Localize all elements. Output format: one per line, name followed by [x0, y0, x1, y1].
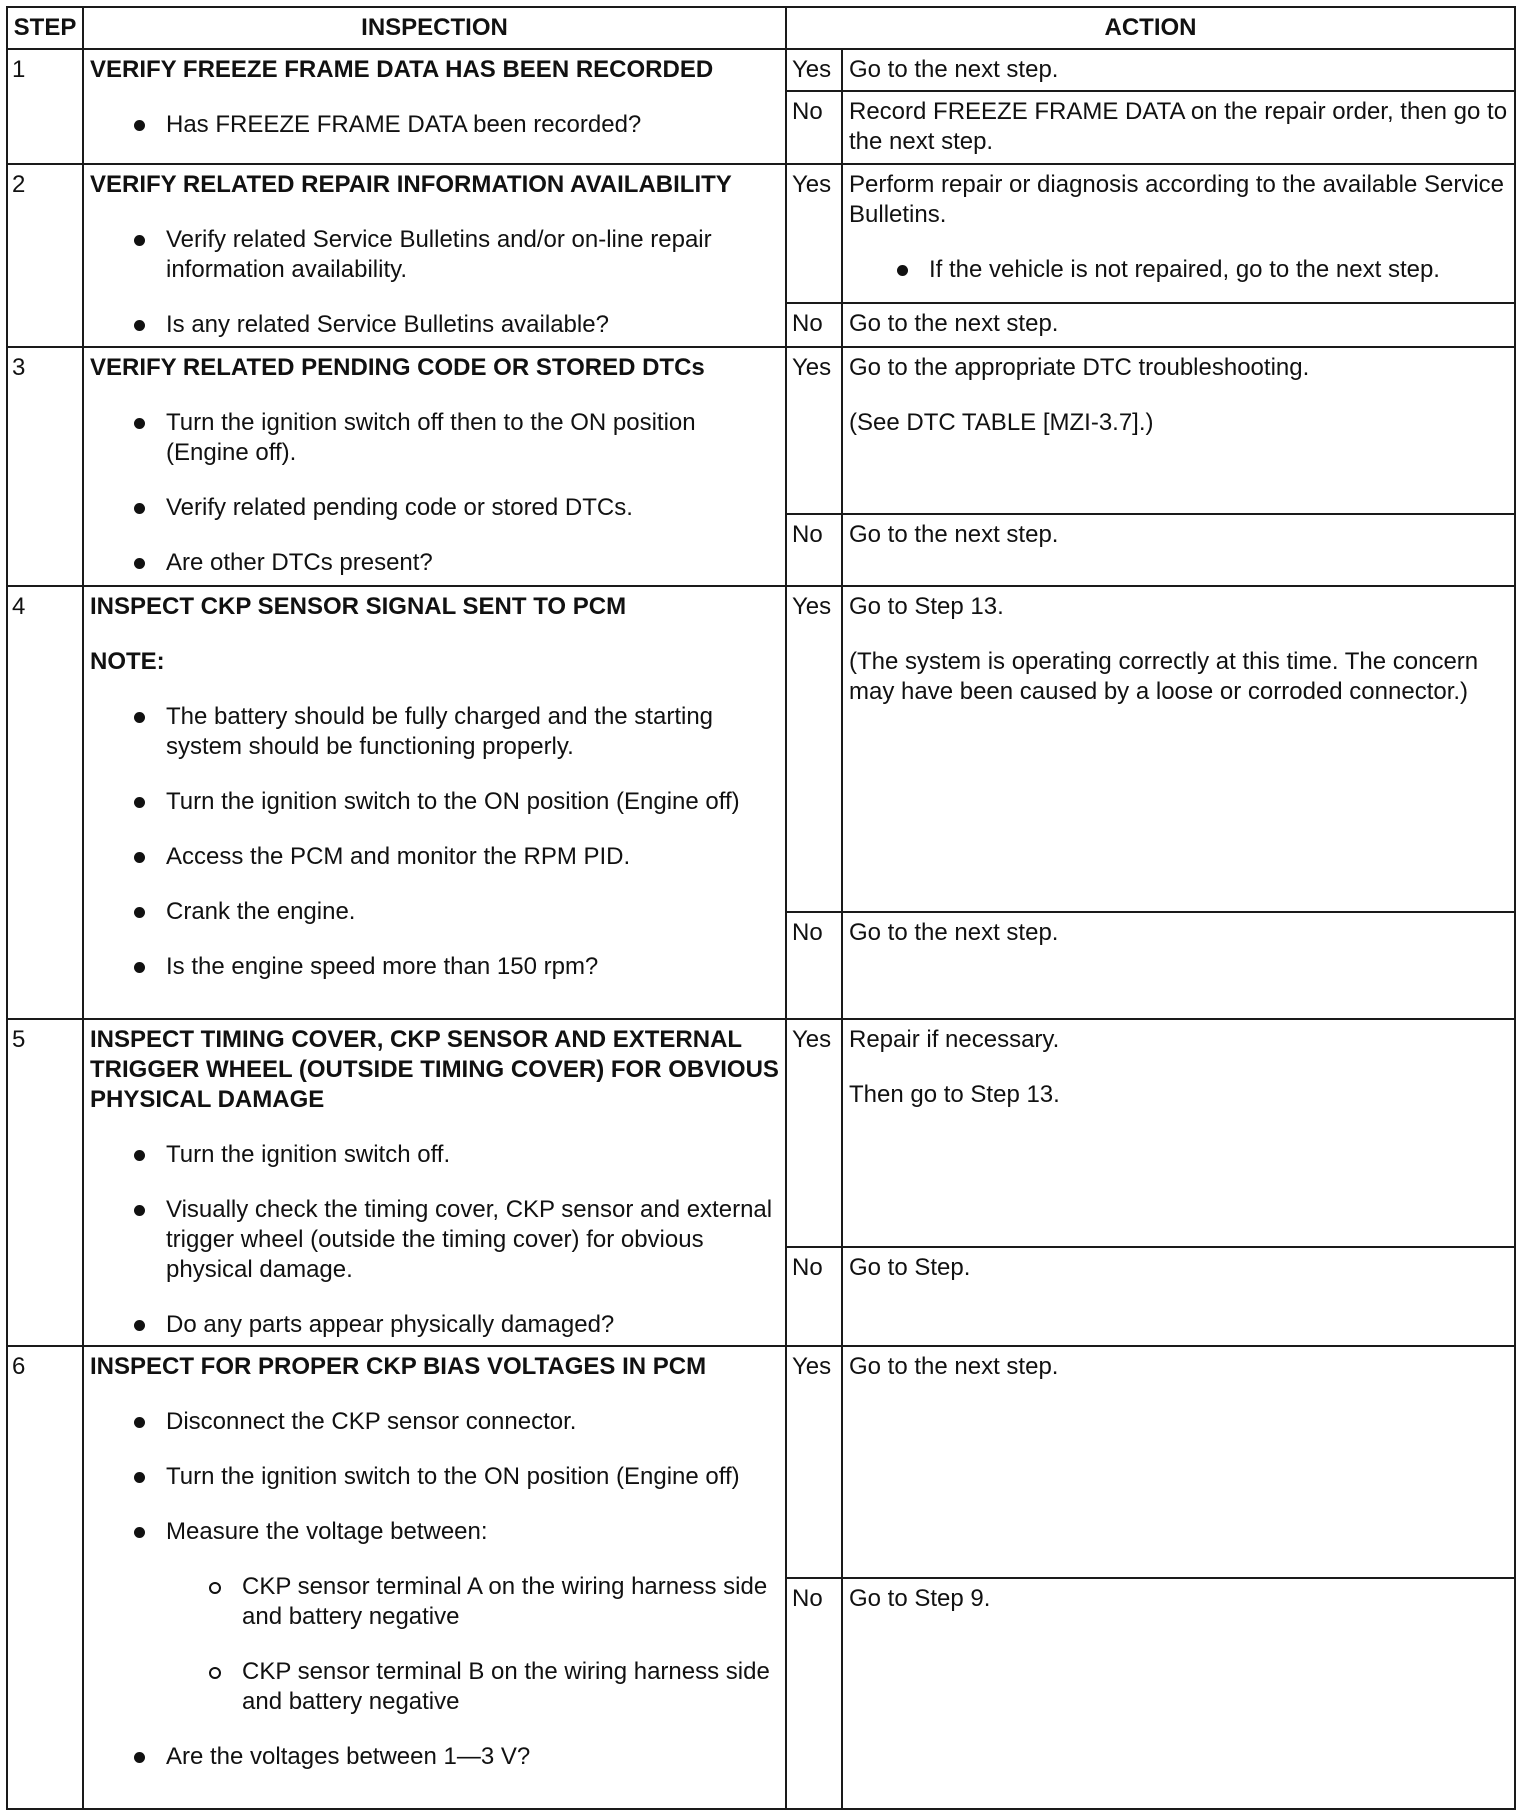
bullet-item: Verify related Service Bulletins and/or on-line repair information availability.: [90, 225, 779, 285]
no-action: Go to Step.: [842, 1247, 1515, 1346]
diagnostic-table: [6, 6, 1516, 1810]
no-label: No: [786, 912, 842, 1019]
step-number: 6: [7, 1346, 83, 1809]
inspection-cell: [83, 586, 786, 1019]
bullet-item: Turn the ignition switch off.: [90, 1140, 779, 1170]
step-number: 4: [7, 586, 83, 1019]
bullet-item: Verify related pending code or stored DTCs.: [90, 493, 779, 523]
inspection-cell: [83, 1019, 786, 1346]
bullet-item: Crank the engine.: [90, 897, 779, 927]
no-label: No: [786, 91, 842, 164]
inspection-cell: [83, 49, 786, 164]
bullet-item: Is any related Service Bulletins available?: [90, 310, 779, 340]
yes-action-detail: (See DTC TABLE [MZI-3.7].): [849, 409, 1154, 436]
no-label: No: [786, 1247, 842, 1346]
step-number: 3: [7, 347, 83, 586]
no-action: Go to Step 9.: [842, 1578, 1515, 1809]
no-action: Record FREEZE FRAME DATA on the repair order, then go to the next step.: [842, 91, 1515, 164]
header-row: [7, 7, 1515, 49]
yes-action: Perform repair or diagnosis according to the available Service Bulletins. If the vehicle is not repaired, go to the next step.: [842, 164, 1515, 303]
header-inspection: INSPECTION: [83, 7, 786, 49]
bullet-item: Turn the ignition switch to the ON position (Engine off): [90, 1462, 779, 1492]
no-label: No: [786, 1578, 842, 1809]
yes-action: Go to the next step.: [842, 49, 1515, 91]
header-action: ACTION: [786, 7, 1515, 49]
bullet-item: Has FREEZE FRAME DATA been recorded?: [90, 110, 779, 140]
bullet-item: Do any parts appear physically damaged?: [90, 1310, 779, 1340]
step-title: INSPECT FOR PROPER CKP BIAS VOLTAGES IN PCM: [90, 1353, 707, 1380]
step-number: 1: [7, 49, 83, 164]
bullet-item: The battery should be fully charged and the starting system should be functioning properly.: [90, 702, 779, 762]
step-title: INSPECT TIMING COVER, CKP SENSOR AND EXTERNAL TRIGGER WHEEL (OUTSIDE TIMING COVER) FOR OBVIOUS PHYSICAL DAMAGE: [90, 1026, 779, 1113]
step-row: [7, 347, 1515, 514]
yes-label: Yes: [786, 347, 842, 514]
no-action: Go to the next step.: [842, 912, 1515, 1019]
no-action: Go to the next step.: [842, 514, 1515, 586]
step-row: [7, 164, 1515, 303]
yes-action: Go to the next step.: [842, 1346, 1515, 1578]
step-title: INSPECT CKP SENSOR SIGNAL SENT TO PCM: [90, 593, 627, 620]
step-title: VERIFY RELATED PENDING CODE OR STORED DTCs: [90, 354, 705, 381]
step-title: VERIFY RELATED REPAIR INFORMATION AVAILABILITY: [90, 171, 732, 198]
yes-action: Go to the appropriate DTC troubleshooting. (See DTC TABLE [MZI-3.7].): [842, 347, 1515, 514]
bullet-item: Disconnect the CKP sensor connector.: [90, 1407, 779, 1437]
step-row: [7, 49, 1515, 91]
bullet-item: Is the engine speed more than 150 rpm?: [90, 952, 779, 982]
yes-label: Yes: [786, 1019, 842, 1247]
yes-action: Go to Step 13. (The system is operating correctly at this time. The concern may have been caused by a loose or corroded connector.): [842, 586, 1515, 912]
bullet-item: Turn the ignition switch to the ON position (Engine off): [90, 787, 779, 817]
yes-label: Yes: [786, 1346, 842, 1578]
yes-action-detail: Then go to Step 13.: [849, 1081, 1060, 1108]
yes-label: Yes: [786, 164, 842, 303]
step-row: [7, 1019, 1515, 1247]
bullet-item: Turn the ignition switch off then to the ON position (Engine off).: [90, 408, 779, 468]
bullet-item: Are the voltages between 1—3 V?: [90, 1742, 779, 1772]
action-bullet: If the vehicle is not repaired, go to the next step.: [849, 255, 1508, 285]
no-action: Go to the next step.: [842, 303, 1515, 347]
step-row: [7, 586, 1515, 912]
yes-action: Repair if necessary. Then go to Step 13.: [842, 1019, 1515, 1247]
inspection-cell: [83, 164, 786, 347]
bullet-item: Measure the voltage between:: [90, 1517, 779, 1547]
step-number: 5: [7, 1019, 83, 1346]
yes-label: Yes: [786, 49, 842, 91]
bullet-item: Visually check the timing cover, CKP sensor and external trigger wheel (outside the timing cover) for obvious physical damage.: [90, 1195, 779, 1285]
inspection-cell: [83, 347, 786, 586]
yes-label: Yes: [786, 586, 842, 912]
bullet-item: Access the PCM and monitor the RPM PID.: [90, 842, 779, 872]
sub-bullet-item: CKP sensor terminal A on the wiring harness side and battery negative: [90, 1572, 779, 1632]
no-label: No: [786, 514, 842, 586]
inspection-cell: [83, 1346, 786, 1809]
sub-bullet-item: CKP sensor terminal B on the wiring harness side and battery negative: [90, 1657, 779, 1717]
no-label: No: [786, 303, 842, 347]
bullet-item: Are other DTCs present?: [90, 548, 779, 578]
step-number: 2: [7, 164, 83, 347]
note-label: NOTE:: [90, 648, 165, 675]
header-step: STEP: [7, 7, 83, 49]
yes-action-detail: (The system is operating correctly at this time. The concern may have been caused by a loose or corroded connector.): [849, 648, 1479, 705]
step-row: [7, 1346, 1515, 1578]
step-title: VERIFY FREEZE FRAME DATA HAS BEEN RECORDED: [90, 56, 714, 83]
